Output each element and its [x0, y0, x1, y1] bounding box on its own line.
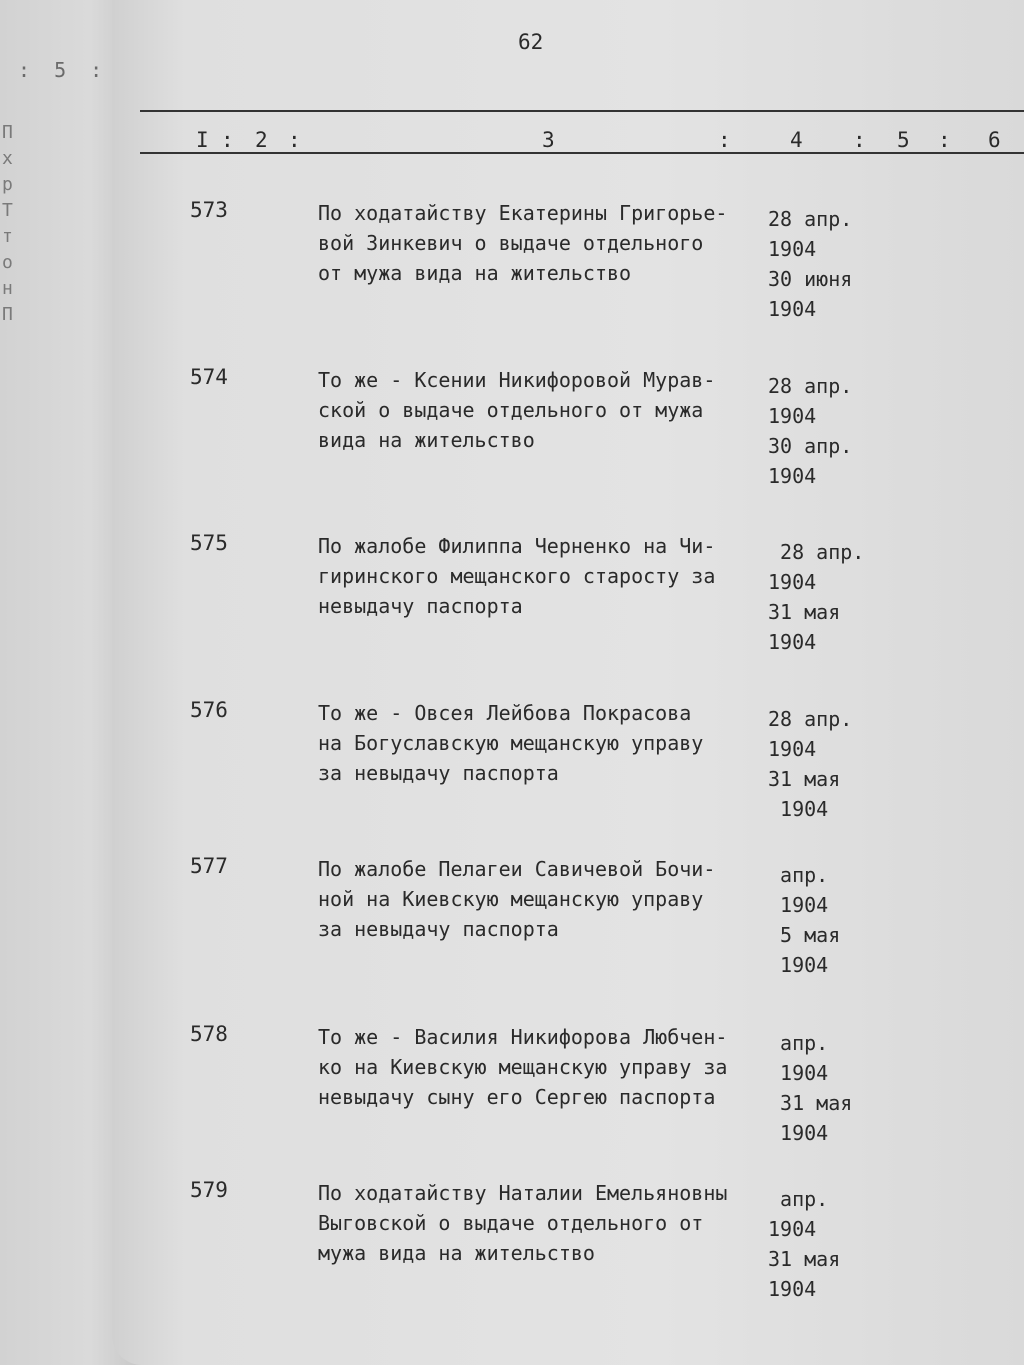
entry-number: 579: [190, 1178, 228, 1202]
entry-number: 576: [190, 698, 228, 722]
margin-letter: т: [2, 226, 13, 247]
margin-letter: н: [2, 278, 13, 299]
entry-description: То же - Ксении Никифоровой Мурав- ской о выдаче отдельного от мужа вида на жительство: [318, 368, 716, 452]
margin-letter: р: [2, 174, 13, 195]
column-header: 4: [790, 128, 803, 152]
column-header: :: [853, 128, 866, 152]
entry-number: 574: [190, 365, 228, 389]
entry-number: 577: [190, 854, 228, 878]
entry-dates: 28 апр. 1904 31 мая 1904: [768, 707, 853, 821]
entry-description: По ходатайству Наталии Емельяновны Выговской о выдаче отдельного от мужа вида на жительство: [318, 1181, 728, 1265]
entry-description: То же - Василия Никифорова Любчен- ко на Киевскую мещанскую управу за невыдачу сыну его Сергею паспорта: [318, 1025, 728, 1109]
column-header: 3: [542, 128, 555, 152]
entry-description: То же - Овсея Лейбова Покрасова на Богуславскую мещанскую управу за невыдачу паспорта: [318, 701, 704, 785]
margin-letter: П: [2, 304, 13, 325]
entry-number: 573: [190, 198, 228, 222]
margin-letter: П: [2, 122, 13, 143]
entry-dates: 28 апр. 1904 30 апр. 1904: [768, 374, 853, 488]
margin-letter: о: [2, 252, 13, 273]
underlying-page-header: : 5 :: [18, 58, 109, 82]
entry-description: По жалобе Пелагеи Савичевой Бочи- ной на Киевскую мещанскую управу за невыдачу паспорта: [318, 857, 716, 941]
column-header: I: [196, 128, 209, 152]
entry-description: По жалобе Филиппа Черненко на Чи- гиринского мещанского старосту за невыдачу паспорта: [318, 534, 716, 618]
column-header: 5: [897, 128, 910, 152]
page-number: 62: [518, 30, 544, 54]
entry-dates: апр. 1904 31 мая 1904: [780, 1031, 853, 1145]
column-header: :: [221, 128, 234, 152]
entry-dates: апр. 1904 5 мая 1904: [780, 863, 841, 977]
column-header: 2: [255, 128, 268, 152]
column-header: :: [288, 128, 301, 152]
header-rule-bottom: [140, 152, 1024, 154]
margin-letter: Т: [2, 200, 13, 221]
column-header: :: [938, 128, 951, 152]
entry-number: 578: [190, 1022, 228, 1046]
margin-letter: х: [2, 148, 13, 169]
header-rule-top: [140, 110, 1024, 112]
entry-dates: 28 апр. 1904 31 мая 1904: [768, 540, 865, 654]
entry-number: 575: [190, 531, 228, 555]
entry-dates: 28 апр. 1904 30 июня 1904: [768, 207, 853, 321]
underlying-page-margin: [2, 120, 13, 328]
entry-dates: апр. 1904 31 мая 1904: [768, 1187, 841, 1301]
entry-description: По ходатайству Екатерины Григорье- вой Зинкевич о выдаче отдельного от мужа вида на жительство: [318, 201, 728, 285]
column-header: :: [718, 128, 731, 152]
column-header: 6: [988, 128, 1001, 152]
